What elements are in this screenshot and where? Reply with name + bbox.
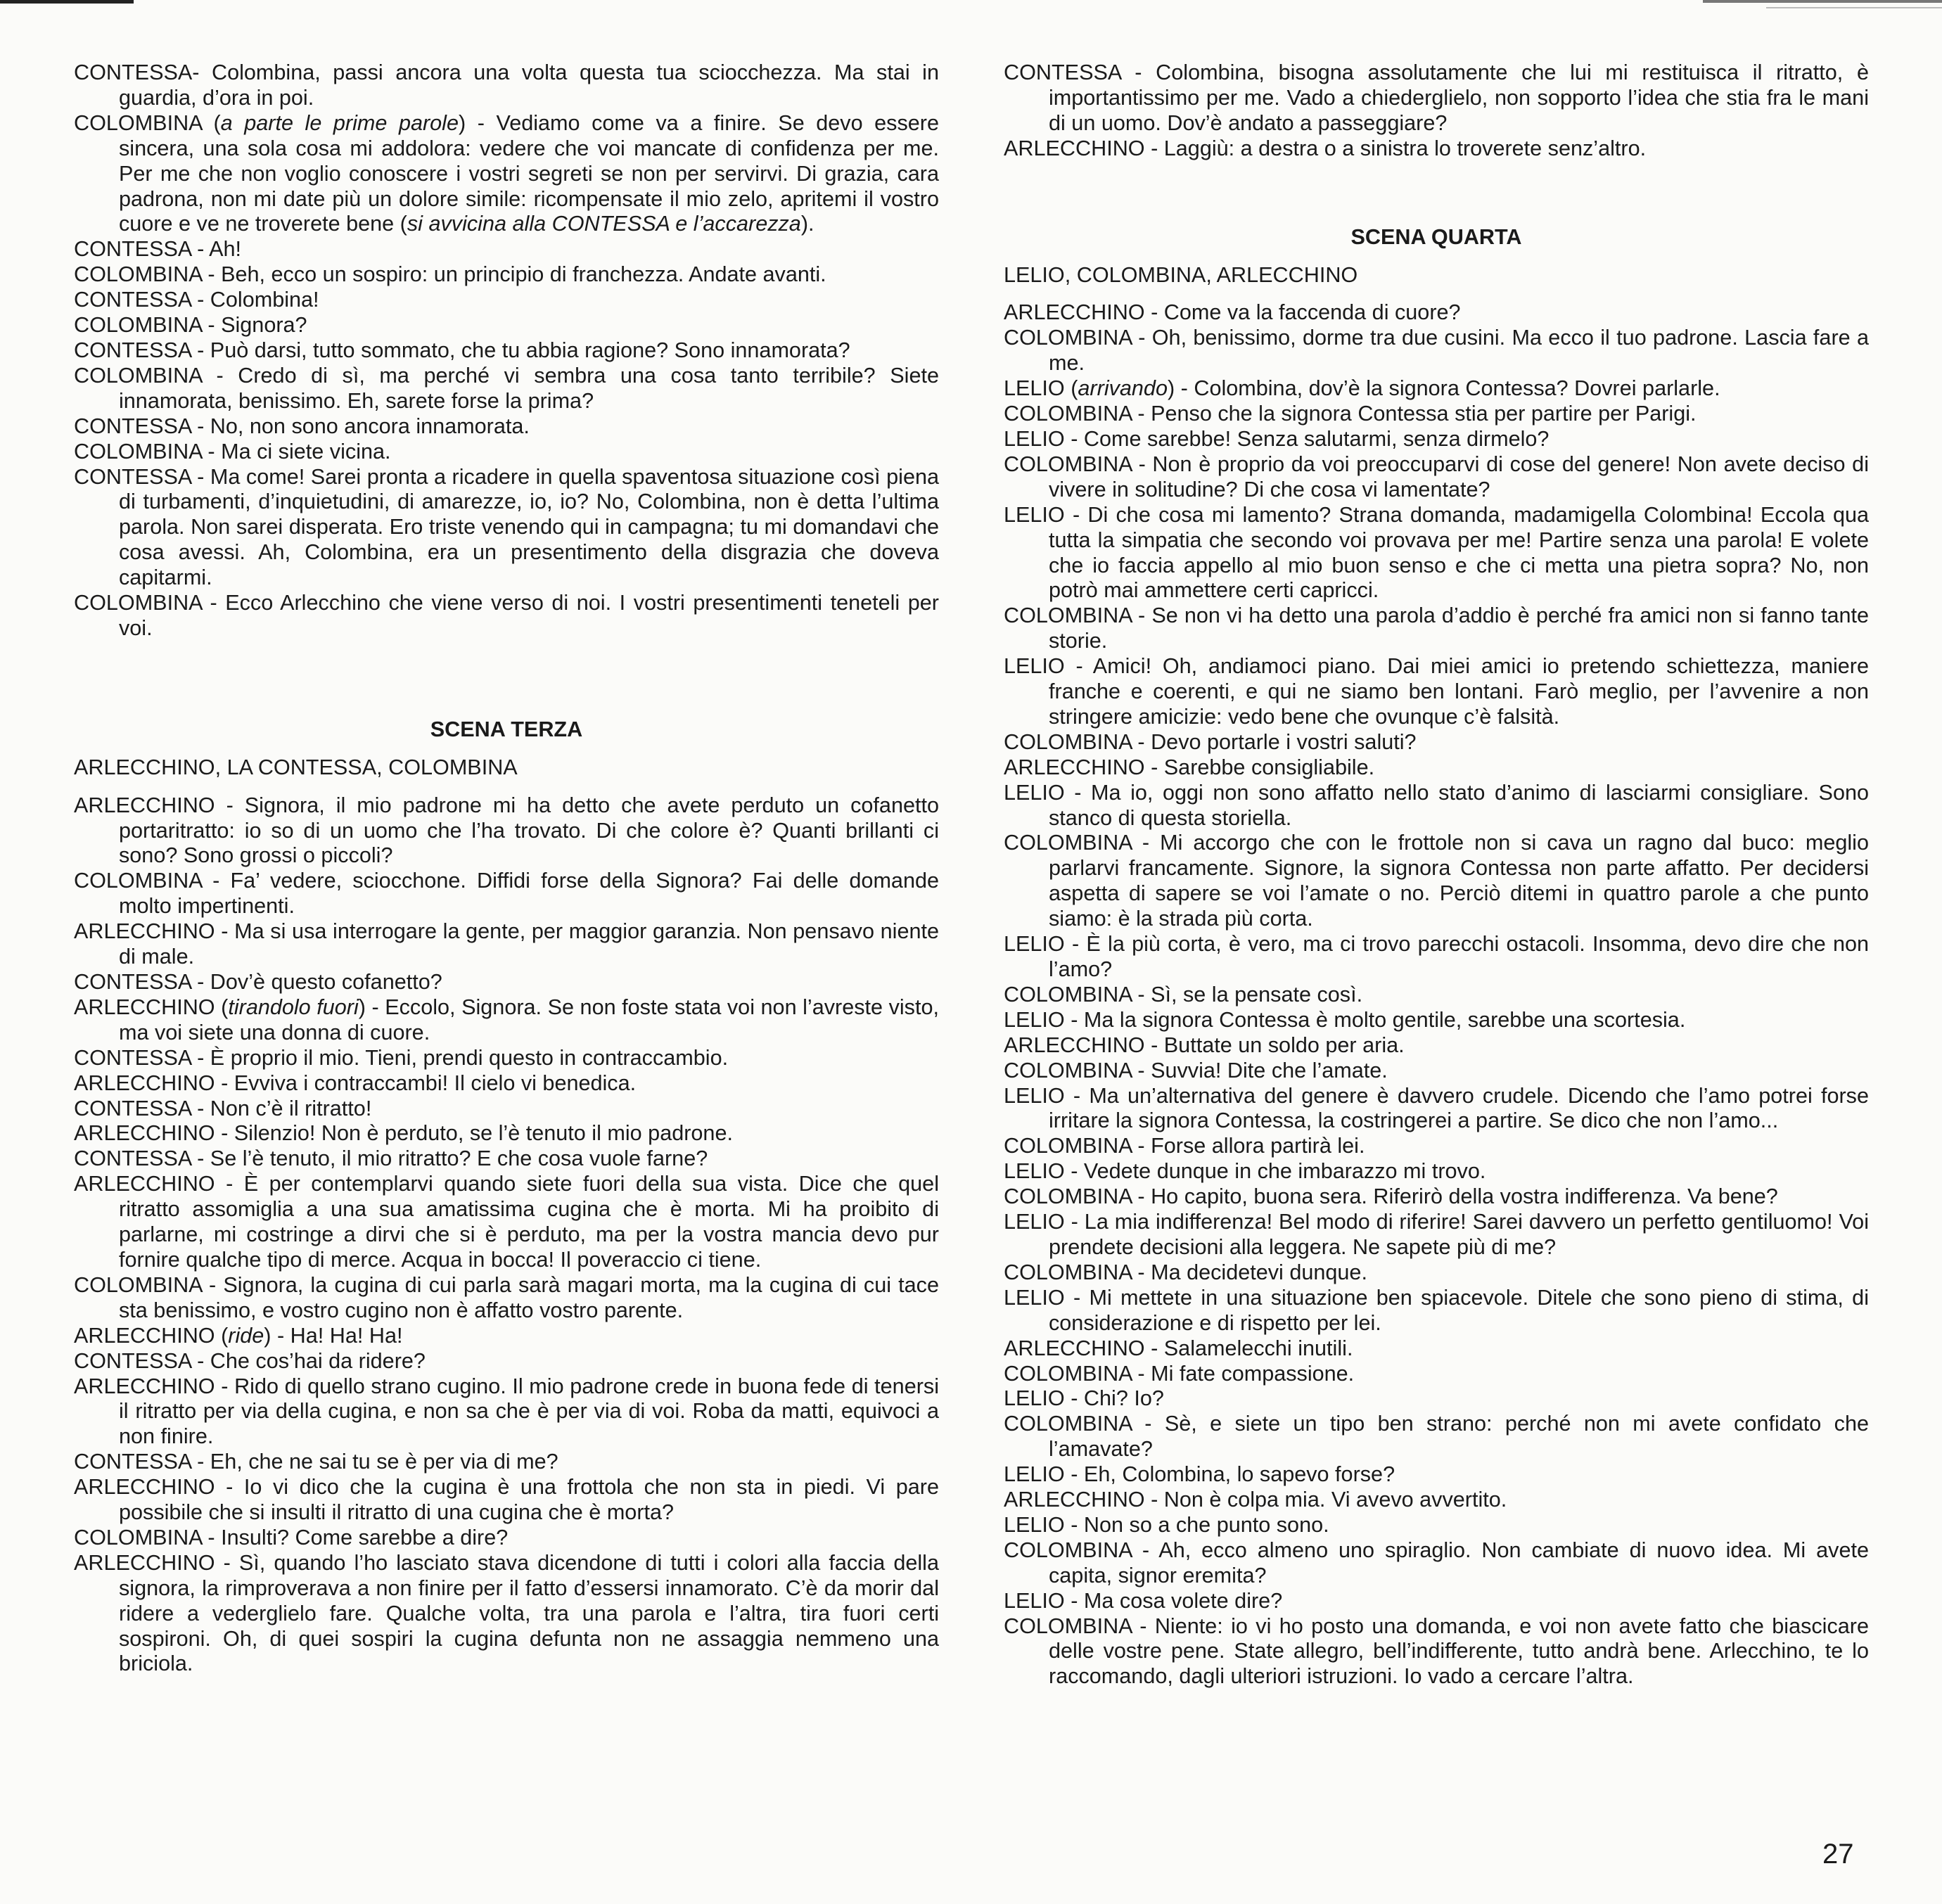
dialogue-line: LELIO - È la più corta, è vero, ma ci trovo parecchi ostacoli. Insomma, devo dire che non l’amo?	[1004, 932, 1869, 981]
dialogue-line: ARLECCHINO - È per contemplarvi quando siete fuori della sua vista. Dice che quel ritratto assomiglia a una sua amatissima cugina che è morta. Mi ha proibito di parlarne, mi costringe a dirvi che si è perduto, ma per la vostra mancia devo pur fornire qualche tipo di merce. Acqua in bocca! Il poveraccio ci tiene.	[74, 1172, 939, 1272]
dialogue-line: ARLECCHINO - Silenzio! Non è perduto, se l’è tenuto il mio padrone.	[74, 1121, 733, 1146]
dialogue-line: COLOMBINA - Mi accorgo che con le frottole non si cava un ragno dal buco: meglio parlarvi francamente. Signore, la signora Contessa non parte affatto. Per decidersi aspetta di sapere se voi l’amate o no. Perciò ditemi in quattro parole a che punto siamo: è la strada più corta.	[1004, 831, 1869, 931]
dialogue-line: COLOMBINA - Devo portarle i vostri saluti?	[1004, 729, 1417, 754]
spacer	[1004, 162, 1869, 225]
dialogue-line: ARLECCHINO (ride) - Ha! Ha! Ha!	[74, 1323, 403, 1348]
dialogue-line: COLOMBINA - Se non vi ha detto una parola d’addio è perché fra amici non si fanno tante storie.	[1004, 603, 1869, 653]
dialogue-line: COLOMBINA - Forse allora partirà lei.	[1004, 1134, 1365, 1158]
spacer	[74, 781, 939, 793]
dialogue-line: LELIO - Amici! Oh, andiamoci piano. Dai miei amici io pretendo schiettezza, maniere franche e coerenti, e qui ne siamo ben lontani. Farò meglio, per l’avvenire a non stringere amicizie: vedo bene che ovunque c’è falsità.	[1004, 654, 1869, 729]
dialogue-line: CONTESSA - Eh, che ne sai tu se è per via di me?	[74, 1450, 558, 1474]
dialogue-line: COLOMBINA - Penso che la signora Contessa stia per partire per Parigi.	[1004, 402, 1697, 426]
top-left-rule	[0, 0, 134, 4]
dialogue-line: ARLECCHINO - Evviva i contraccambi! Il cielo vi benedica.	[74, 1071, 637, 1095]
dialogue-line: CONTESSA - È proprio il mio. Tieni, prendi questo in contraccambio.	[74, 1045, 729, 1070]
dialogue-line: ARLECCHINO - Rido di quello strano cugino. Il mio padrone crede in buona fede di tenersi il ritratto per via della cugina, e non sa che è per via di voi. Roba da matti, equivoci a non finire.	[74, 1374, 939, 1449]
dialogue-line: LELIO - Come sarebbe! Senza salutarmi, senza dirmelo?	[1004, 426, 1550, 451]
dialogue-line: CONTESSA - Ma come! Sarei pronta a ricadere in quella spaventosa situazione così piena di turbamenti, d’inquietudini, di amarezze, io, io? No, Colombina, non è detta l’ultima parola. Non sarei disperata. Ero triste venendo qui in campagna; tu mi domandavi che cosa avessi. Ah, Colombina, era un presentimento della disgrazia che doveva capitarmi.	[74, 464, 939, 590]
scene-cast: ARLECCHINO, LA CONTESSA, COLOMBINA	[74, 755, 518, 779]
right-column	[1004, 60, 1869, 1689]
dialogue-line: ARLECCHINO - Non è colpa mia. Vi avevo avvertito.	[1004, 1488, 1507, 1512]
dialogue-line: LELIO - La mia indifferenza! Bel modo di riferire! Sarei davvero un perfetto gentiluomo! Voi prendete decisioni alla leggera. Ne sapete più di me?	[1004, 1210, 1869, 1259]
dialogue-line: CONTESSA- Colombina, passi ancora una volta questa tua sciocchezza. Ma stai in guardia, d’ora in poi.	[74, 60, 939, 110]
dialogue-line: ARLECCHINO - Laggiù: a destra o a sinistra lo troverete senz’altro.	[1004, 136, 1647, 160]
dialogue-line: COLOMBINA - Ma ci siete vicina.	[74, 439, 391, 464]
dialogue-line: COLOMBINA - Signora, la cugina di cui parla sarà magari morta, ma la cugina di cui tace sta benissimo, e vostro cugino non è affatto vostro parente.	[74, 1272, 939, 1322]
dialogue-line: CONTESSA - Dov’è questo cofanetto?	[74, 970, 442, 994]
scene-cast: LELIO, COLOMBINA, ARLECCHINO	[1004, 262, 1358, 287]
dialogue-line: LELIO - Mi mettete in una situazione ben spiacevole. Ditele che sono pieno di stima, di considerazione e di rispetto per lei.	[1004, 1285, 1869, 1335]
dialogue-line: COLOMBINA - Niente: io vi ho posto una domanda, e voi non avete fatto che biascicare delle vostre pene. State allegro, bell’indifferente, tutto andrà bene. Arlecchino, te lo raccomando, dagli ulteriori istruzioni. Io vado a cercare l’altra.	[1004, 1614, 1869, 1689]
dialogue-line: COLOMBINA - Ma decidetevi dunque.	[1004, 1260, 1367, 1284]
top-right-rule	[1703, 0, 1942, 3]
spacer	[1004, 250, 1869, 263]
dialogue-line: COLOMBINA - Credo di sì, ma perché vi sembra una cosa tanto terribile? Siete innamorata, benissimo. Eh, sarete forse la prima?	[74, 363, 939, 413]
dialogue-line: COLOMBINA - Sì, se la pensate così.	[1004, 982, 1363, 1007]
dialogue-line: LELIO - Chi? Io?	[1004, 1386, 1164, 1411]
dialogue-line: LELIO - Di che cosa mi lamento? Strana domanda, madamigella Colombina! Eccola qua tutta la simpatia che secondo voi provava per me! Partire senza una parola! E volete che io faccia appello al mio buon senso e che ci metta una pietra sopra? No, non potrò mai ammettere certi capricci.	[1004, 502, 1869, 603]
dialogue-line: ARLECCHINO (tirandolo fuori) - Eccolo, Signora. Se non foste stata voi non l’avreste visto, ma voi siete una donna di cuore.	[74, 995, 939, 1044]
dialogue-line: COLOMBINA - Mi fate compassione.	[1004, 1361, 1355, 1386]
dialogue-line: COLOMBINA - Non è proprio da voi preoccuparvi di cose del genere! Non avete deciso di vivere in solitudine? Di che cosa vi lamentate?	[1004, 452, 1869, 501]
dialogue-line: ARLECCHINO - Sarebbe consigliabile.	[1004, 755, 1375, 779]
dialogue-line: COLOMBINA - Sè, e siete un tipo ben strano: perché non mi avete confidato che l’amavate?	[1004, 1412, 1869, 1462]
scene-heading: SCENA QUARTA	[1350, 224, 1522, 249]
dialogue-line: COLOMBINA - Suvvia! Dite che l’amate.	[1004, 1058, 1388, 1082]
dialogue-line: ARLECCHINO - Buttate un soldo per aria.	[1004, 1033, 1405, 1057]
dialogue-line: CONTESSA - Ah!	[74, 237, 242, 262]
dialogue-line: CONTESSA - Che cos’hai da ridere?	[74, 1348, 426, 1373]
dialogue-line: LELIO - Vedete dunque in che imbarazzo mi trovo.	[1004, 1159, 1486, 1184]
dialogue-line: LELIO (arrivando) - Colombina, dov’è la signora Contessa? Dovrei parlarle.	[1004, 376, 1720, 401]
dialogue-line: CONTESSA - Colombina, bisogna assolutamente che lui mi restituisca il ritratto, è importantissimo per me. Vado a chiederglielo, non sopporto l’idea che stia fra le mani di un uomo. Dov’è andato a passeggiare?	[1004, 60, 1869, 135]
dialogue-line: CONTESSA - No, non sono ancora innamorata.	[74, 414, 530, 438]
dialogue-line: LELIO - Ma un’alternativa del genere è davvero crudele. Dicendo che l’amo potrei forse irritare la signora Contessa, la costringerei a partire. Se dico che non l’amo...	[1004, 1083, 1869, 1133]
dialogue-line: COLOMBINA - Signora?	[74, 313, 307, 338]
dialogue-line: COLOMBINA - Ho capito, buona sera. Riferirò della vostra indifferenza. Va bene?	[1004, 1184, 1778, 1209]
top-right-rule-thin	[1766, 7, 1942, 8]
dialogue-line: COLOMBINA - Beh, ecco un sospiro: un principio di franchezza. Andate avanti.	[74, 262, 826, 287]
dialogue-line: COLOMBINA - Ecco Arlecchino che viene verso di noi. I vostri presentimenti teneteli per voi.	[74, 591, 939, 640]
left-column	[74, 60, 939, 1677]
dialogue-line: COLOMBINA - Fa’ vedere, sciocchone. Diffidi forse della Signora? Fai delle domande molto impertinenti.	[74, 869, 939, 919]
dialogue-line: ARLECCHINO - Come va la faccenda di cuore?	[1004, 300, 1461, 325]
dialogue-line: COLOMBINA - Oh, benissimo, dorme tra due cusini. Ma ecco il tuo padrone. Lascia fare a me.	[1004, 326, 1869, 376]
dialogue-line: ARLECCHINO - Sì, quando l’ho lasciato stava dicendone di tutti i colori alla faccia della signora, la rimproverava a non finire per il fatto d’essersi innamorato. C’è da morir dal ridere a vederglielo fare. Qualche volta, tra una parola e l’altra, tira fuori certi sospironi. Oh, di quei sospiri la cugina defunta non ne assaggia nemmeno una briciola.	[74, 1550, 939, 1676]
spacer	[74, 641, 939, 717]
spacer	[1004, 288, 1869, 300]
dialogue-line: ARLECCHINO - Io vi dico che la cugina è una frottola che non sta in piedi. Vi pare possibile che si insulti il ritratto di una cugina che è morta?	[74, 1475, 939, 1525]
dialogue-line: LELIO - Non so a che punto sono.	[1004, 1512, 1329, 1537]
dialogue-line: CONTESSA - Non c’è il ritratto!	[74, 1096, 372, 1120]
dialogue-line: CONTESSA - Colombina!	[74, 288, 319, 312]
dialogue-line: ARLECCHINO - Signora, il mio padrone mi ha detto che avete perduto un cofanetto portaritratto: io so di un uomo che l’ha trovato. Di che colore è? Quanti brillanti ci sono? Sono grossi o piccoli?	[74, 793, 939, 868]
page-number: 27	[1822, 1839, 1854, 1870]
dialogue-line: LELIO - Ma la signora Contessa è molto gentile, sarebbe una scortesia.	[1004, 1007, 1686, 1032]
dialogue-line: LELIO - Ma io, oggi non sono affatto nello stato d’animo di lasciarmi consigliare. Sono stanco di questa storiella.	[1004, 780, 1869, 830]
dialogue-line: ARLECCHINO - Salamelecchi inutili.	[1004, 1336, 1353, 1360]
dialogue-line: ARLECCHINO - Ma si usa interrogare la gente, per maggior garanzia. Non pensavo niente di male.	[74, 919, 939, 969]
dialogue-line: COLOMBINA (a parte le prime parole) - Vediamo come va a finire. Se devo essere sincera, una sola cosa mi addolora: vedere che voi mancate di confidenza per me. Per me che non voglio conoscere i vostri segreti se non per servirvi. Di grazia, cara padrona, non mi date più un dolore simile: ricompensate il mio zelo, apritemi il vostro cuore e ve ne troverete bene (si avvicina alla CONTESSA e l’accarezza).	[74, 110, 939, 236]
spacer	[74, 743, 939, 755]
dialogue-line: LELIO - Ma cosa volete dire?	[1004, 1588, 1283, 1613]
dialogue-line: COLOMBINA - Insulti? Come sarebbe a dire?	[74, 1525, 509, 1550]
dialogue-line: LELIO - Eh, Colombina, lo sapevo forse?	[1004, 1462, 1395, 1487]
dialogue-line: COLOMBINA - Ah, ecco almeno uno spiraglio. Non cambiate di nuovo idea. Mi avete capita, signor eremita?	[1004, 1538, 1869, 1587]
dialogue-line: CONTESSA - Può darsi, tutto sommato, che tu abbia ragione? Sono innamorata?	[74, 338, 850, 362]
scene-heading: SCENA TERZA	[430, 717, 583, 741]
dialogue-line: CONTESSA - Se l’è tenuto, il mio ritratto? E che cosa vuole farne?	[74, 1146, 708, 1171]
